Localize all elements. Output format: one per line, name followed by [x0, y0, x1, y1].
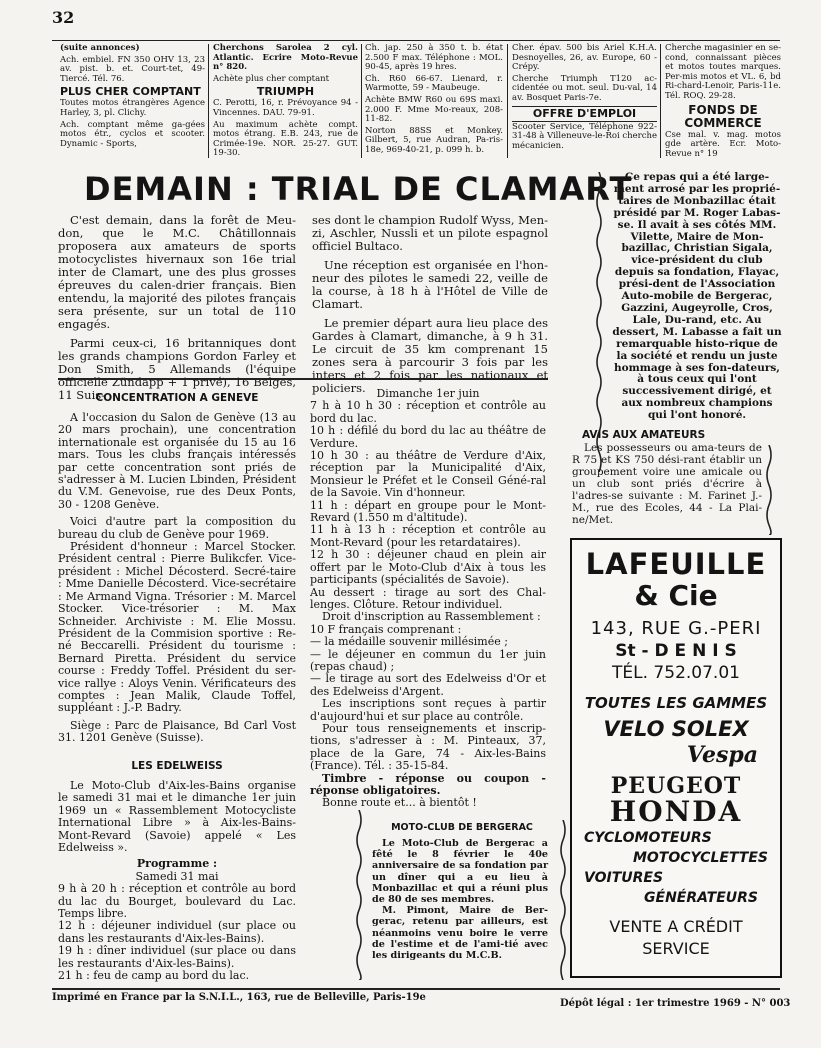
classified-col-1 [60, 44, 205, 151]
programme-item: Pour tous renseignements et inscrip-tions, s'adresser à : M. Pinteaux, 37, place de la Gare, 74 - Aix-les-Bains (France). Tél. : 35-15-84. [310, 721, 546, 773]
wavy-separator [557, 820, 569, 980]
classified-item: Achète BMW R60 ou 69S maxi. 2.000 F. Mme Mo-reaux, 208-11-82. [365, 94, 503, 125]
programme-item: 7 h à 10 h 30 : réception et contrôle au bord du lac. [310, 399, 546, 425]
ad-brand-solex: VELO SOLEX [603, 717, 749, 741]
footer-legal: Dépôt légal : 1er trimestre 1969 - N° 003 [560, 998, 791, 1009]
footer-rule [52, 988, 780, 990]
classified-banner: OFFRE D'EMPLOI [512, 106, 657, 122]
column-rule [208, 44, 209, 158]
ad-category: VOITURES [584, 870, 664, 886]
bergerac-continued: Ce repas qui a été large-ment arrosé par les proprié-taires de Monbazillac était présidé par M. Roger Labas-se. Il avait à ses côtés MM. Vilette, Maire de Mon-bazillac, Christian Sigala, vice-président du club depuis sa fondation, Flayac, prési-dent de l'Association Auto-mobile de Bergerac, Gazzini, Augeyrolle, Cros, Lale, Du-rand, etc. Au dessert, M. Labasse a fait un remarquable histo-rique de la société et rendu un juste hommage à ses fon-dateurs, à tous ceux qui l'ont successivement dirigé, et aux nombreux champions qui l'ont honoré. [612, 171, 782, 422]
ad-brand-vespa: Vespa [686, 742, 758, 768]
column-rule [507, 44, 508, 158]
wavy-separator [763, 445, 775, 535]
paragraph: Le premier départ aura lieu place des Gardes à Clamart, dimanche, à 9 h 31. Le circuit de 35 km comprenant 15 zones sera à parcourir 3 fois par les inters et 2 fois par les nationaux et policiers. [312, 316, 548, 395]
classified-item: Cherche Triumph T120 ac-cidentée ou mot. seul. Du-val, 14 av. Bosquet Paris-7e. [512, 73, 657, 103]
programme-item: 10 h : défilé du bord du lac au théâtre de Verdure. [310, 424, 546, 450]
classified-item: Ach. embiel. FN 350 OHV 13, 23 av. pist. b. et. Court-tet, 49-Tiercé. Tél. 76. [60, 54, 205, 84]
paragraph: ses dont le champion Rudolf Wyss, Men-zi, Aschler, Nussli et un pilote espagnol officiel Bultaco. [312, 213, 548, 253]
programme-item: — la médaille souvenir millésimée ; [310, 635, 508, 649]
section-title: AVIS AUX AMATEURS [582, 429, 706, 441]
classified-item: Norton 88SS et Monkey. Gilbert, 5, rue Audran, Pa-ris-18e, 969-40-21, p. 099 h. b. [365, 125, 503, 155]
paragraph: M. Pimont, Maire de Ber-gerac, retenu par ailleurs, est néanmoins venu boire le verre de l'estime et de l'ami-tié avec les dirigeants du M.C.B. [372, 905, 548, 962]
section-rule [58, 378, 548, 380]
paragraph: Parmi ceux-ci, 16 britanniques dont les grands champions Gordon Farley et Don Smith, 5 Allemands (l'équipe officielle Zündapp + 1 privé), 16 Belges, 11 Suis- [58, 336, 296, 402]
programme-item: 11 h : départ en groupe pour le Mont-Revard (1.550 m d'altitude). [310, 498, 546, 525]
classified-item: Cherche magasinier en se-cond, connaissant pièces et motos toutes marques. Per-mis motos et VL. 6, bd Ri-chard-Lenoir, Paris-11e. Tél. ROQ. 29-28. [665, 43, 781, 101]
column-rule [361, 44, 362, 158]
classified-item: C. Perotti, 16, r. Prévoyance 94 - Vincennes. DAU. 79-91. [213, 98, 358, 118]
column-rule [660, 44, 661, 158]
trial-col-2 [312, 214, 548, 395]
ad-city: St - D E N I S [615, 641, 737, 661]
ad-category: GÉNÉRATEURS [644, 890, 758, 906]
headline: DEMAIN : TRIAL DE CLAMART [84, 170, 633, 208]
day-label: Samedi 31 mai [135, 869, 219, 883]
bergerac-text [372, 838, 548, 961]
classified-item: Toutes motos étrangères Agence Harley, 3, pl. Clichy. [60, 98, 205, 118]
ad-range: TOUTES LES GAMMES [584, 694, 768, 712]
page-number: 32 [52, 8, 75, 27]
ad-company-suffix: & Cie [634, 579, 718, 612]
programme-item: — le tirage au sort des Edelweiss d'Or et des Edelweiss d'Argent. [310, 672, 546, 698]
programme-item: 9 h à 20 h : réception et contrôle au bord du lac du Bourget, boulevard du Lac. Temps libre. [58, 882, 296, 921]
classified-item: Scooter Service, Téléphone 922-31-48 à Villeneuve-le-Roi cherche mécanicien. [512, 121, 657, 151]
ad-phone: TÉL. 752.07.01 [612, 663, 740, 683]
programme-item: — le déjeuner en commun du 1er juin (repas chaud) ; [310, 647, 546, 673]
classified-item: Ach. comptant même ga-gées motos étr., cyclos et scooter. Dynamic - Sports, [60, 119, 205, 149]
ad-credit: VENTE A CRÉDIT [609, 917, 743, 936]
programme-item: 19 h : dîner individuel (sur place ou dans les restaurants d'Aix-les-Bains). [58, 944, 296, 970]
paragraph: Siège : Parc de Plaisance, Bd Carl Vost 31. 1201 Genève (Suisse). [58, 718, 296, 745]
programme-item: 21 h : feu de camp au bord du lac. [58, 969, 250, 983]
programme-item: 12 h : déjeuner individuel (sur place ou dans les restaurants d'Aix-les-Bains). [58, 919, 296, 945]
paragraph: Une réception est organisée en l'hon-neur des pilotes le samedi 22, veille de la course, à 18 h à l'Hôtel de Ville de Clamart. [312, 258, 548, 311]
lafeuille-advertisement [570, 538, 782, 978]
classified-col-3 [365, 44, 503, 158]
programme-item: Les inscriptions sont reçues à partir d'aujourd'hui et sur place au contrôle. [310, 697, 546, 723]
wavy-separator [353, 810, 365, 980]
ad-category: CYCLOMOTEURS [584, 830, 712, 846]
paragraph: C'est demain, dans la forêt de Meu-don, que le M.C. Châtillonnais proposera aux amateurs de sports motocyclistes hivernaux son 16e trial inter de Clamart, une des plus grosses épreuves du calen-drier français. Bien entendu, la majorité des pilotes français sera présente, sur un total de 110 engagés. [58, 213, 296, 331]
geneve-text [58, 412, 296, 745]
top-rule [52, 40, 780, 41]
programme-item: 10 h 30 : au théâtre de Verdure d'Aix, réception par la Municipalité d'Aix, Monsieur le Préfet et le Conseil Géné-ral de la Savoie. Vin d'honneur. [310, 449, 546, 500]
trial-col-1 [58, 214, 296, 402]
footer-printer: Imprimé en France par la S.N.I.L., 163, rue de Belleville, Paris-19e [52, 992, 426, 1003]
ad-brand-peugeot: PEUGEOT [610, 773, 742, 799]
classified-col-2 [213, 44, 358, 161]
section-title: MOTO-CLUB DE BERGERAC [391, 822, 533, 833]
classified-banner: PLUS CHER COMPTANT [60, 85, 201, 99]
classified-item: Cherchons Sarolea 2 cyl. Atlantic. Ecrire Moto-Revue n° 820. [213, 43, 358, 73]
section-title: CONCENTRATION A GENEVE [95, 392, 259, 404]
paragraph: Le Moto-Club de Bergerac a fêté le 8 février le 40e anniversaire de sa fondation par un dîner qui a eu lieu à Monbazillac et qui a réuni plus de 80 de ses membres. [372, 838, 548, 906]
ad-category: MOTOCYCLETTES [632, 850, 768, 866]
programme-item: 11 h à 13 h : réception et contrôle au Mont-Revard (pour les retardataires). [310, 523, 546, 549]
classified-head: (suite annonces) [60, 43, 140, 53]
day-label: Dimanche 1er juin [376, 387, 480, 400]
classified-item: Ch. jap. 250 à 350 t. b. état 2.500 F max. Téléphone : MOL. 90-45, après 19 hres. [365, 43, 503, 73]
programme-item: Droit d'inscription au Rassemblement : [322, 610, 541, 624]
programme-item: 12 h 30 : déjeuner chaud en plein air offert par le Moto-Club d'Aix à tous les participants (spécialités de Savoie). [310, 548, 546, 587]
classified-item: Ch. R60 66-67. Lienard, r. Warmotte, 59 - Maubeuge. [365, 73, 503, 94]
classified-banner: TRIUMPH [256, 85, 315, 99]
programme-item: Au dessert : tirage au sort des Chal-lenges. Clôture. Retour individuel. [310, 585, 546, 611]
programme-item: 10 F français comprenant : [310, 622, 462, 636]
programme-label: Programme : [136, 857, 218, 871]
classified-banner: FONDS DE COMMERCE [684, 102, 762, 130]
classified-col-5 [665, 44, 781, 161]
classified-item: Cher. épav. 500 bis Ariel K.H.A. Desnoyelles, 26, av. Europe, 60 - Crépy. [512, 43, 657, 73]
edelweiss-sunday [310, 388, 546, 810]
classified-item: Achète plus cher comptant [213, 73, 330, 84]
amateurs-text: Les possesseurs ou ama-teurs de R 75 et KS 750 dési-rant établir un groupement voire une amicale ou un club sont priés d'écrire à l'adres-se suivante : M. Farinet J.-M., rue des Ecoles, 44 - La Plai-ne/Met. [572, 442, 762, 526]
paragraph: Président d'honneur : Marcel Stocker. Président central : Pierre Bulikcfer. Vice-président : Michel Décosterd. Secré-taire : Mme Danielle Décosterd. Vice-secrétaire : Me Armand Vigna. Trésorier : M. Marcel Stocker. Vice-trésorier : M. Max Schneider. Archiviste : M. Elie Mossu. Président de la Commision sportive : Re-né Beccarelli. Président du tourisme : Bernard Piretta. Président du service course : Freddy Toffel. Président du ser-vice rallye : Aloys Venin. Vérificateurs des comptes : Jean Malik, Claude Toffel, suppléant : J.-P. Badry. [58, 540, 296, 715]
paragraph: Le Moto-Club d'Aix-les-Bains organise le samedi 31 mai et le dimanche 1er juin 1969 un « Rassemblement Motocycliste International Libre » à Aix-les-Bains-Mont-Revard (Savoie) appelé « Les Edelweiss ». [58, 779, 296, 855]
wavy-separator [593, 172, 605, 472]
section-title: LES EDELWEISS [131, 760, 223, 772]
ad-address: 143, RUE G.-PERI [590, 618, 762, 639]
edelweiss-text [58, 780, 296, 983]
ad-brand-honda: HONDA [609, 795, 743, 828]
ad-company-name: LAFEUILLE [585, 547, 767, 581]
classified-col-4 [512, 44, 657, 153]
classified-item: Cse mal. v. mag. motos gde artère. Ecr. Moto-Revue n° 19 [665, 129, 781, 159]
paragraph: Voici d'autre part la composition du bureau du club de Genève pour 1969. [58, 515, 296, 541]
classified-item: Au maximum achète compt. motos étrang. E.B. 243, rue de Crimée-19e. NOR. 25-27. GUT. 19-30. [213, 119, 358, 159]
ad-service: SERVICE [642, 939, 710, 958]
programme-item: Bonne route et... à bientôt ! [322, 796, 477, 810]
paragraph: A l'occasion du Salon de Genève (13 au 20 mars prochain), une concentration internationale est organisée du 15 au 16 mars. Tous les clubs français intéressés par cette concentration sont priés de s'adresser à M. Lucien Lbinden, Président du V.M. Genevoise, rue des Deux Ponts, 30 - 1208 Genève. [58, 411, 296, 511]
programme-item: Timbre - réponse ou coupon - réponse obligatoires. [310, 771, 546, 797]
